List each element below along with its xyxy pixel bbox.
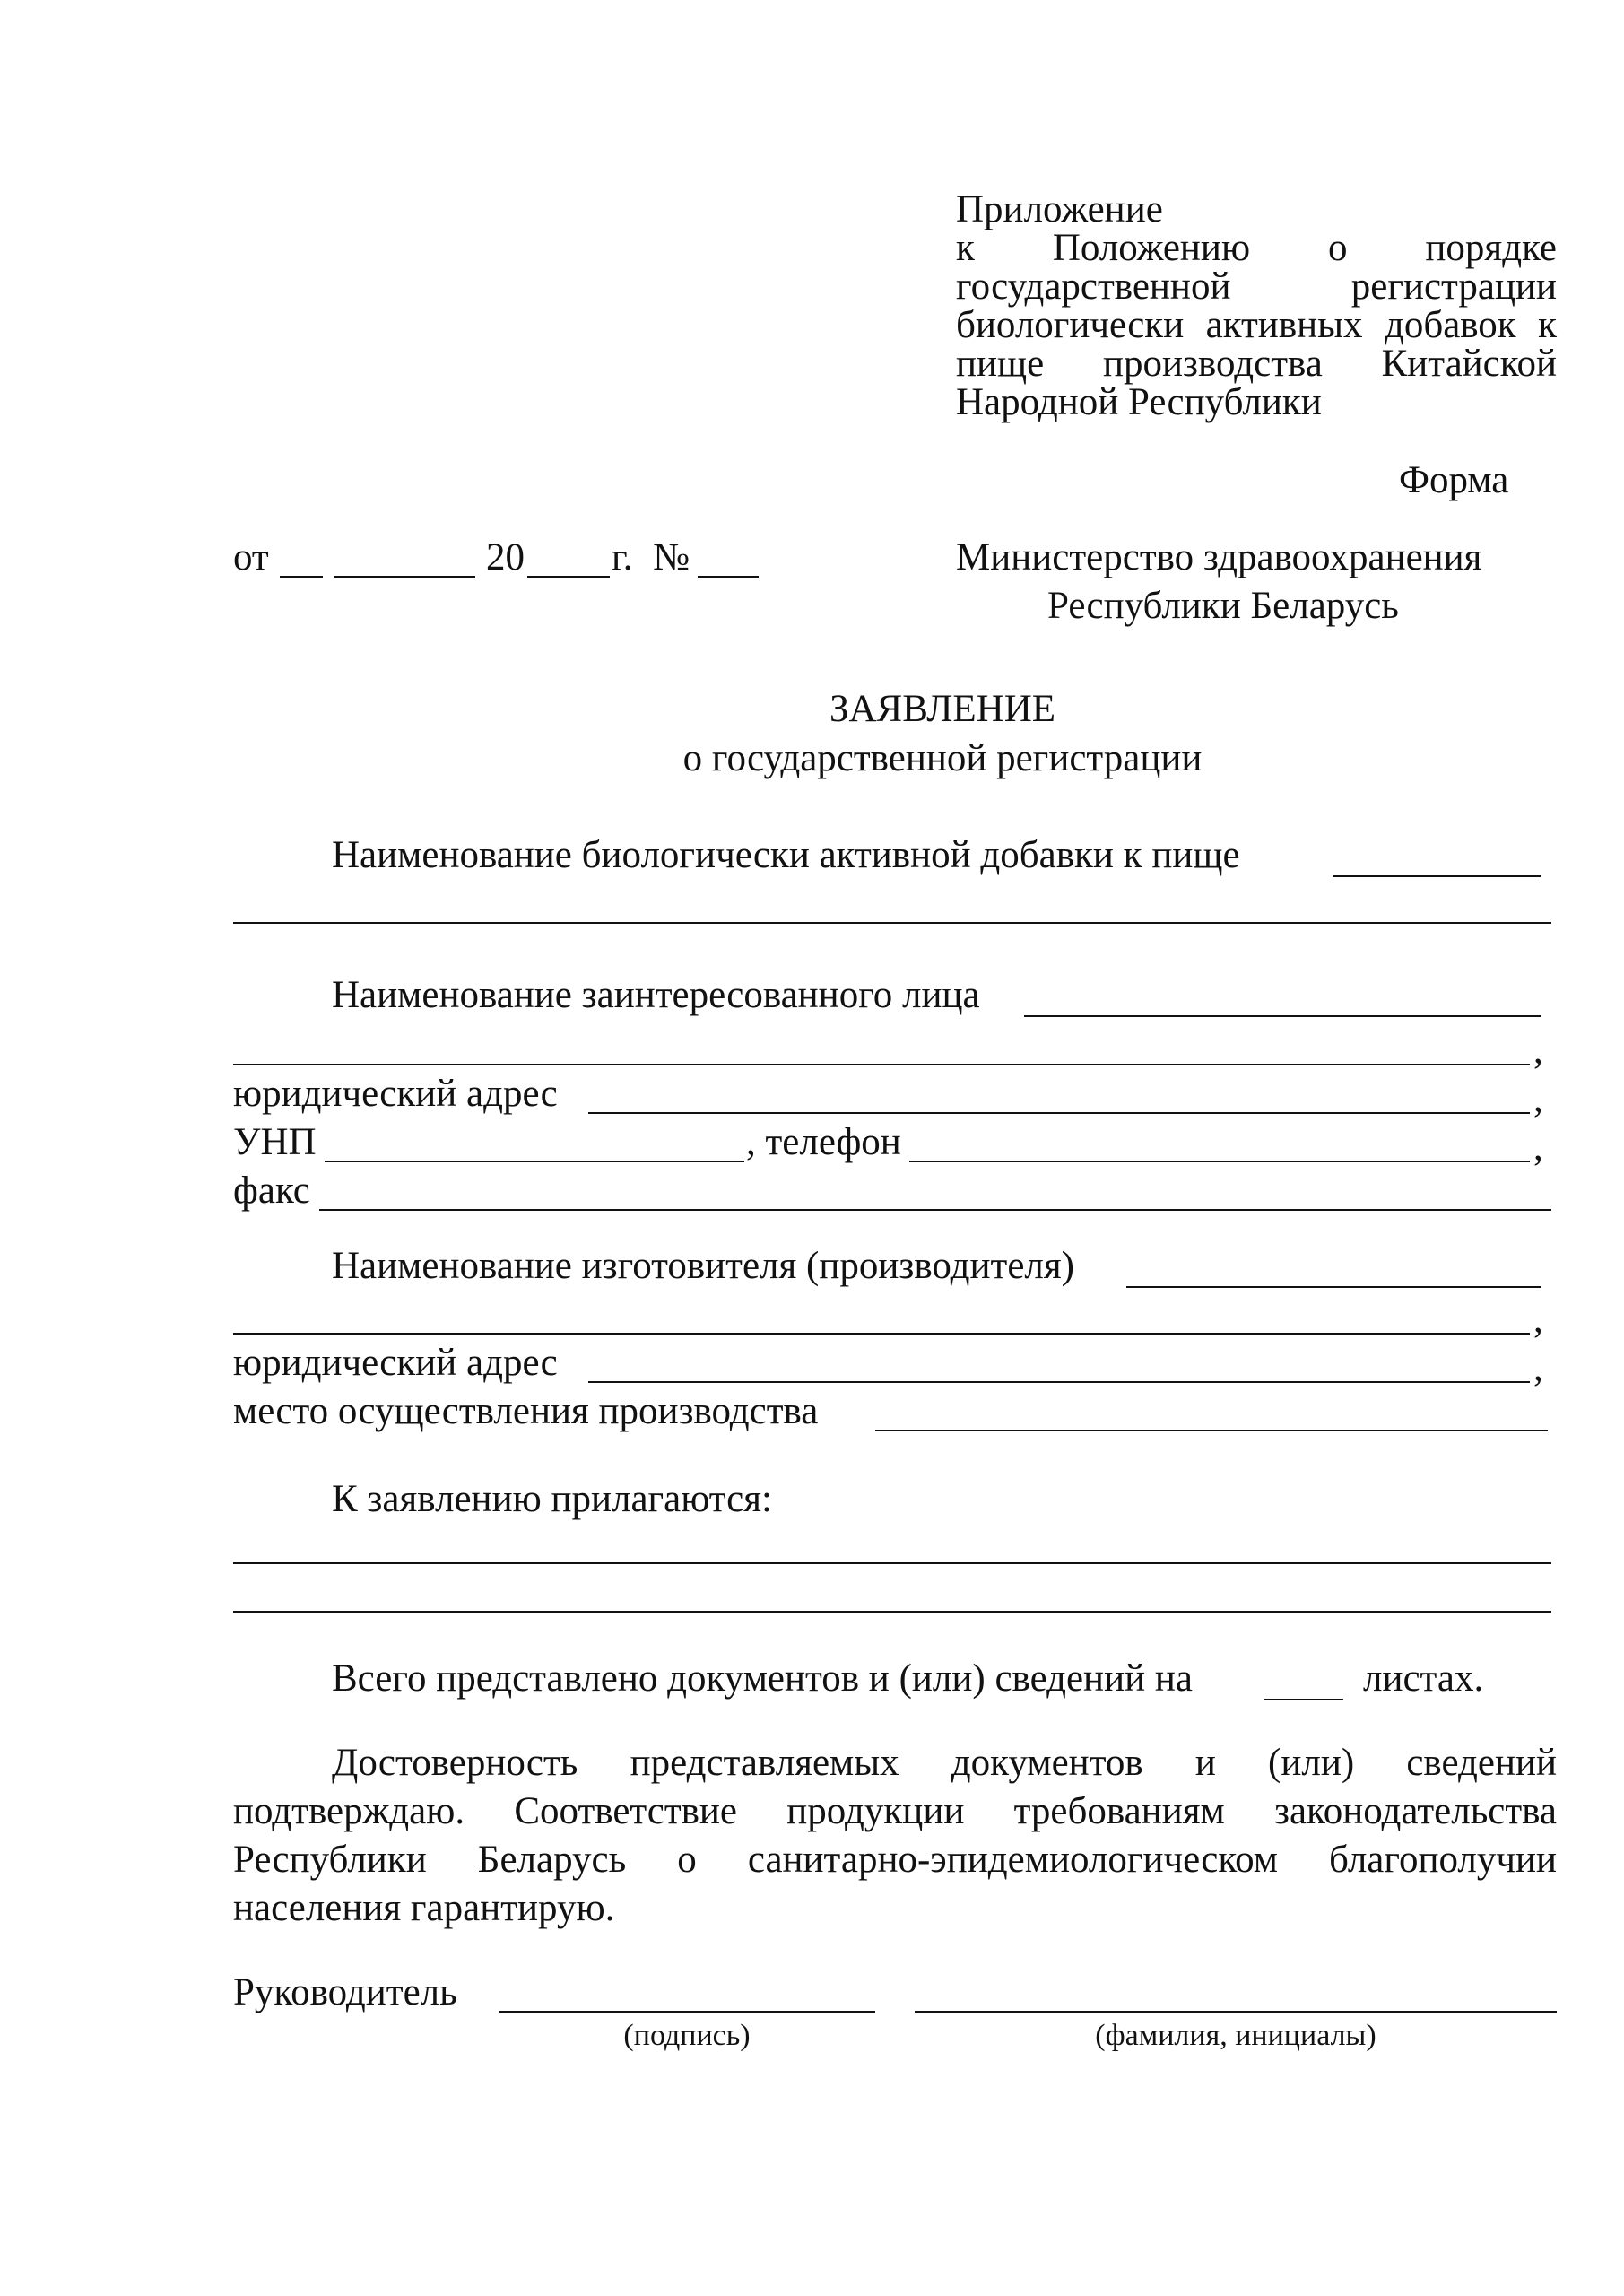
unp-blank[interactable] bbox=[325, 1161, 744, 1162]
certification-text: Достоверность представляемых документов и (или) сведений bbox=[332, 1742, 1557, 1784]
total-sheets-label: Всего представлено документов и (или) сведений на bbox=[332, 1657, 1193, 1700]
supplement-name-label: Наименование биологически активной добавки к пище bbox=[332, 834, 1240, 876]
comma: , bbox=[1533, 1347, 1543, 1389]
number-sign: № bbox=[653, 536, 690, 578]
appendix-line: к Положению о порядке bbox=[956, 227, 1557, 269]
total-sheets-suffix: листах. bbox=[1363, 1657, 1484, 1700]
certification-text: населения гарантирую. bbox=[233, 1887, 615, 1929]
manufacturer-legal-address-label: юридический адрес bbox=[233, 1342, 558, 1384]
total-sheets-blank[interactable] bbox=[1264, 1699, 1343, 1700]
comma: , bbox=[1533, 1299, 1543, 1341]
certification-text: подтверждаю. Соответствие продукции требованиям законодательства bbox=[233, 1790, 1557, 1832]
appendix-line: биологически активных добавок к bbox=[956, 304, 1557, 346]
date-year-blank[interactable] bbox=[527, 576, 610, 578]
fax-blank[interactable] bbox=[319, 1209, 1551, 1211]
manufacturer-label: Наименование изготовителя (производителя) bbox=[332, 1245, 1074, 1287]
attachments-label: К заявлению прилагаются: bbox=[332, 1478, 772, 1520]
year-prefix: 20 bbox=[486, 536, 525, 578]
manufacturer-blank[interactable] bbox=[1126, 1286, 1541, 1288]
appendix-title: Приложение bbox=[956, 188, 1163, 230]
unp-label: УНП bbox=[233, 1121, 317, 1163]
legal-address-blank[interactable] bbox=[588, 1112, 1530, 1114]
legal-address-label: юридический адрес bbox=[233, 1073, 558, 1115]
certification-text: Республики Беларусь о санитарно-эпидемиологическом благополучии bbox=[233, 1839, 1557, 1881]
number-blank[interactable] bbox=[698, 576, 759, 578]
form-label: Форма bbox=[1399, 459, 1509, 501]
manufacturer-blank-2[interactable] bbox=[233, 1333, 1530, 1335]
production-place-blank[interactable] bbox=[875, 1430, 1548, 1431]
fax-label: факс bbox=[233, 1170, 310, 1212]
date-from-label: от bbox=[233, 536, 269, 578]
document-subtitle: о государственной регистрации bbox=[682, 737, 1203, 779]
date-day-blank[interactable] bbox=[280, 576, 323, 578]
interested-party-blank[interactable] bbox=[1024, 1015, 1541, 1017]
manufacturer-legal-address-blank[interactable] bbox=[588, 1381, 1530, 1383]
phone-blank[interactable] bbox=[909, 1161, 1530, 1162]
phone-label: , телефон bbox=[746, 1121, 901, 1163]
addressee: Министерство здравоохранения bbox=[956, 536, 1482, 578]
name-caption: (фамилия, инициалы) bbox=[1095, 2019, 1376, 2052]
supplement-name-blank[interactable] bbox=[1333, 875, 1541, 877]
date-month-blank[interactable] bbox=[334, 576, 475, 578]
addressee: Республики Беларусь bbox=[1047, 585, 1399, 627]
year-suffix: г. bbox=[612, 536, 633, 578]
supplement-name-blank-2[interactable] bbox=[233, 922, 1551, 924]
comma: , bbox=[1533, 1078, 1543, 1120]
interested-party-label: Наименование заинтересованного лица bbox=[332, 974, 980, 1016]
comma: , bbox=[1533, 1126, 1543, 1169]
appendix-line: Народной Республики bbox=[956, 381, 1322, 423]
name-blank[interactable] bbox=[915, 2011, 1557, 2013]
manager-label: Руководитель bbox=[233, 1971, 457, 2013]
attachments-blank-2[interactable] bbox=[233, 1611, 1551, 1613]
attachments-blank-1[interactable] bbox=[233, 1562, 1551, 1564]
signature-caption: (подпись) bbox=[623, 2019, 751, 2052]
production-place-label: место осуществления производства bbox=[233, 1390, 819, 1432]
appendix-line: государственной регистрации bbox=[956, 265, 1557, 308]
appendix-line: пище производства Китайской bbox=[956, 343, 1557, 385]
interested-party-blank-2[interactable] bbox=[233, 1064, 1530, 1065]
document-title: ЗАЯВЛЕНИЕ bbox=[829, 688, 1056, 730]
comma: , bbox=[1533, 1030, 1543, 1072]
signature-blank[interactable] bbox=[499, 2011, 875, 2013]
